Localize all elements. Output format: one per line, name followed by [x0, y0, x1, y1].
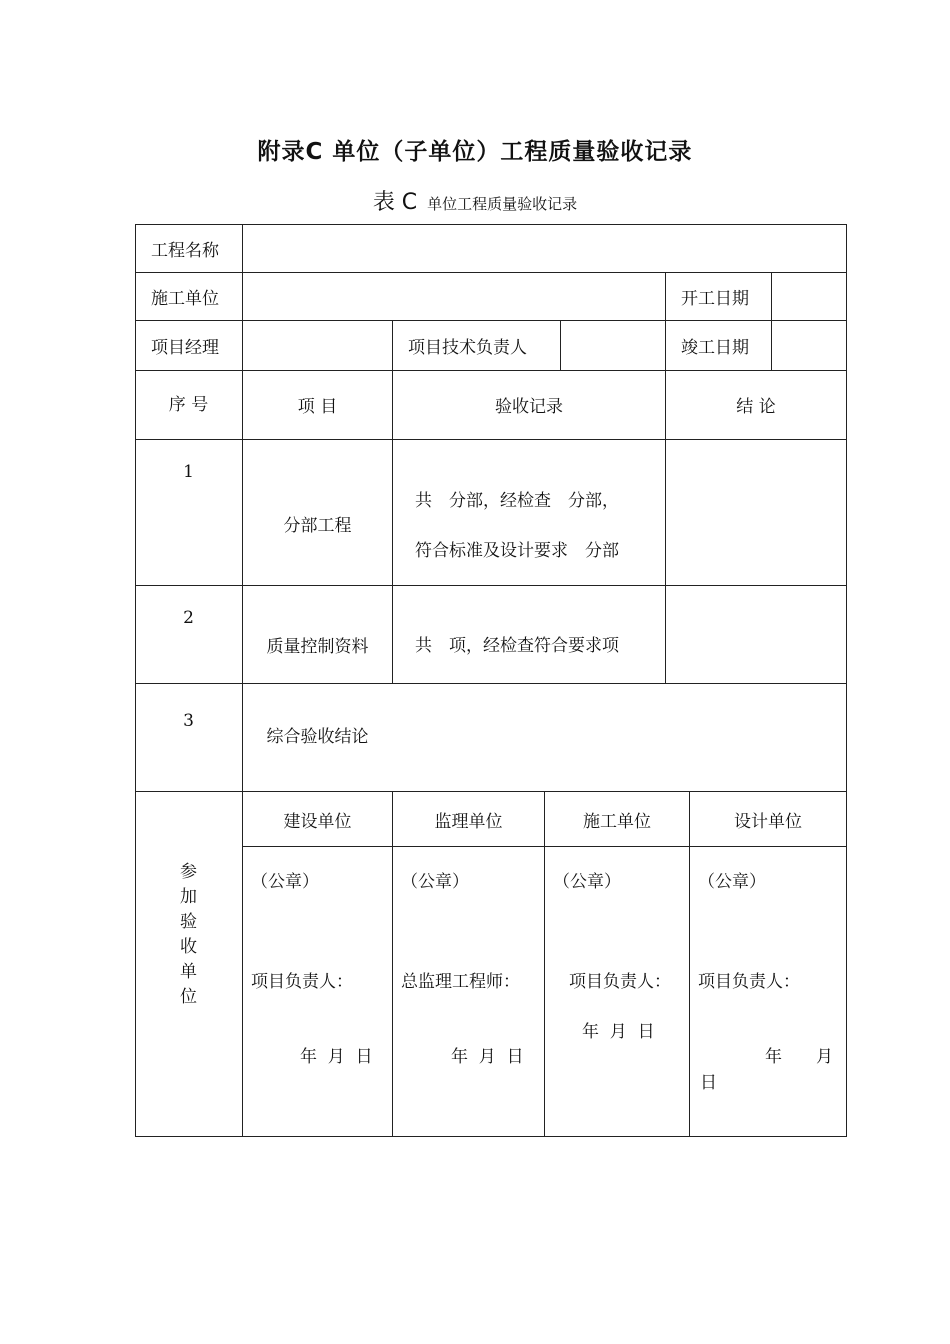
row1-record-line1: 共 分部，经检查 分部，	[415, 491, 619, 511]
row2-record: 共 项，经检查符合要求项	[415, 636, 619, 656]
row2-seq: 2	[183, 608, 194, 628]
participants-label-char: 参	[180, 862, 197, 882]
unit-supervisor-name: 监理单位	[434, 811, 503, 832]
completion-date-field[interactable]	[772, 320, 846, 370]
row2-conclusion-field[interactable]	[666, 586, 846, 683]
row2-item: 质量控制资料	[266, 636, 369, 657]
unit-owner-name: 建设单位	[283, 811, 352, 832]
col-conclusion-header: 结 论	[736, 397, 776, 417]
participants-label-char: 位	[180, 987, 197, 1007]
table-subtitle	[0, 185, 950, 216]
row1-item: 分部工程	[283, 515, 352, 536]
unit-owner-date: 年 月 日	[300, 1047, 373, 1067]
col-item-header: 项 目	[297, 397, 338, 417]
construction-unit-label: 施工单位	[151, 288, 219, 309]
unit-contractor-seal: （公章）	[553, 872, 621, 892]
row1-conclusion-field[interactable]	[666, 440, 846, 585]
row1-seq: 1	[183, 462, 194, 482]
construction-unit-field[interactable]	[243, 272, 665, 320]
project-manager-field[interactable]	[243, 320, 392, 370]
start-date-field[interactable]	[772, 272, 846, 320]
table-name: 单位工程质量验收记录	[427, 195, 578, 213]
col-seq-header: 序 号	[168, 394, 209, 415]
unit-supervisor-seal: （公章）	[401, 872, 469, 892]
tech-lead-label: 项目技术负责人	[408, 337, 527, 358]
participants-label-char: 验	[180, 912, 197, 932]
project-name-field[interactable]	[243, 224, 846, 272]
unit-contractor-person: 项目负责人：	[569, 972, 671, 992]
unit-designer-date-line2: 日	[700, 1073, 717, 1093]
completion-date-label: 竣工日期	[681, 337, 749, 358]
participants-label-char: 收	[180, 937, 197, 957]
unit-supervisor-person: 总监理工程师：	[401, 972, 520, 992]
participants-label-char: 单	[180, 962, 197, 982]
row3-seq: 3	[183, 711, 194, 731]
col-record-header: 验收记录	[495, 397, 563, 417]
unit-designer-date-line1: 年 月	[765, 1047, 833, 1067]
unit-contractor-name: 施工单位	[583, 811, 651, 832]
unit-supervisor-date: 年 月 日	[451, 1047, 524, 1067]
row3-item: 综合验收结论	[266, 726, 369, 747]
unit-contractor-date: 年 月 日	[582, 1022, 655, 1042]
tech-lead-field[interactable]	[561, 320, 665, 370]
page-title: 附录C 单位（子单位）工程质量验收记录	[257, 139, 693, 165]
participants-label	[135, 860, 242, 1020]
row3-conclusion-field[interactable]	[393, 684, 846, 791]
start-date-label: 开工日期	[681, 288, 749, 309]
project-name-label: 工程名称	[151, 240, 219, 261]
project-manager-label: 项目经理	[151, 337, 219, 358]
participants-label-char: 加	[180, 887, 197, 907]
row1-record-line2: 符合标准及设计要求 分部	[415, 541, 619, 561]
unit-designer-person: 项目负责人：	[698, 972, 800, 992]
table-code: 表 C	[372, 190, 418, 215]
unit-designer-name: 设计单位	[734, 811, 802, 832]
unit-owner-person: 项目负责人：	[251, 972, 353, 992]
unit-designer-seal: （公章）	[698, 872, 766, 892]
unit-owner-seal: （公章）	[251, 872, 319, 892]
